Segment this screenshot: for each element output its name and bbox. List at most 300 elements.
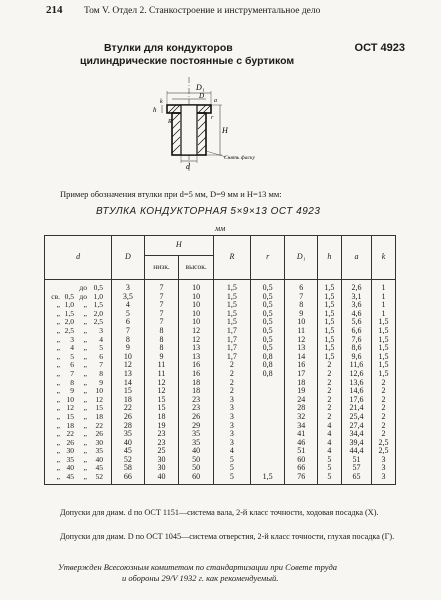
d-range-to: 1,0 (93, 291, 103, 301)
col-header-H-high: высок. (179, 256, 214, 280)
cell-h: 5 (317, 456, 341, 465)
cell-R: 1,7 (213, 344, 250, 353)
d-range-sep: „ (83, 377, 87, 387)
label-k: k (160, 99, 163, 105)
cell-r (250, 413, 285, 422)
cell-Hv: 35 (179, 439, 214, 448)
d-range-to: 8 (99, 368, 103, 378)
d-range-to: 35 (95, 446, 103, 456)
cell-h: 1,5 (317, 280, 341, 293)
cell-Hn: 7 (144, 293, 179, 302)
cell-d-range (45, 473, 112, 484)
cell-Hv: 26 (179, 413, 214, 422)
d-range-to: 0,5 (93, 283, 103, 292)
cell-h: 4 (317, 447, 341, 456)
cell-Hv: 10 (179, 301, 214, 310)
cell-Hv: 23 (179, 404, 214, 413)
cell-Hn: 18 (144, 413, 179, 422)
cell-D: 4 (112, 301, 145, 310)
standard-number: ОСТ 4923 (354, 42, 405, 54)
d-range-to: 40 (95, 454, 103, 464)
cell-Hv: 18 (179, 379, 214, 388)
d-range-from: 5 (70, 351, 74, 361)
cell-R: 3 (213, 439, 250, 448)
d-range-to: 7 (99, 360, 103, 370)
cell-Hn: 11 (144, 370, 179, 379)
cell-a: 8,6 (341, 344, 371, 353)
cell-Hn: 7 (144, 310, 179, 319)
cell-D: 10 (112, 353, 145, 362)
unit-label: мм (215, 224, 226, 233)
cell-k: 2,5 (372, 439, 396, 448)
cell-r (250, 387, 285, 396)
cell-h: 2 (317, 396, 341, 405)
d-range-sep: „ (83, 394, 87, 404)
cell-r: 0,5 (250, 344, 285, 353)
cell-Hv: 40 (179, 447, 214, 456)
cell-D: 12 (112, 361, 145, 370)
cell-R: 4 (213, 447, 250, 456)
cell-k: 1,5 (372, 327, 396, 336)
cell-r (250, 456, 285, 465)
table-row (45, 353, 396, 362)
d-range-sv: „ (56, 437, 60, 447)
cell-D: 7 (112, 327, 145, 336)
cell-R: 3 (213, 396, 250, 405)
table-row (45, 327, 396, 336)
cell-Hv: 50 (179, 456, 214, 465)
cell-Hv: 10 (179, 318, 214, 327)
d-range-sep: „ (83, 343, 87, 353)
cell-Hv: 12 (179, 327, 214, 336)
cell-h: 1,5 (317, 336, 341, 345)
d-range-from: 30 (66, 446, 74, 456)
d-range-sv: „ (56, 472, 60, 482)
d-range-sv: „ (56, 317, 60, 327)
cell-D1: 10 (285, 318, 318, 327)
cell-Hn: 30 (144, 456, 179, 465)
cell-a: 3,6 (341, 301, 371, 310)
cell-D1: 32 (285, 413, 318, 422)
d-range-from: 1,0 (64, 300, 74, 310)
d-range-to: 5 (99, 343, 103, 353)
cell-k: 2 (372, 404, 396, 413)
cell-D: 3 (112, 280, 145, 293)
approval-line-1: Утвержден Всесоюзным комитетом по стандартизации при Совете труда (58, 562, 338, 572)
cell-R: 3 (213, 404, 250, 413)
table-row (45, 280, 396, 293)
cell-k: 1,5 (372, 353, 396, 362)
cell-D1: 60 (285, 456, 318, 465)
cell-k: 2 (372, 379, 396, 388)
d-range-to: 26 (95, 429, 103, 439)
cell-a: 27,4 (341, 422, 371, 431)
d-range-sv: „ (56, 446, 60, 456)
cell-Hn: 15 (144, 404, 179, 413)
d-range-sv: „ (56, 368, 60, 378)
d-range-sv: „ (56, 308, 60, 318)
cell-Hn: 23 (144, 430, 179, 439)
cell-a: 9,6 (341, 353, 371, 362)
cell-h: 2 (317, 370, 341, 379)
cell-h: 1,5 (317, 318, 341, 327)
cell-Hn: 7 (144, 318, 179, 327)
cell-h: 1,5 (317, 293, 341, 302)
cell-D: 13 (112, 370, 145, 379)
cell-h: 1,5 (317, 327, 341, 336)
d-range-to: 9 (99, 377, 103, 387)
d-range-sv: „ (56, 386, 60, 396)
cell-r (250, 447, 285, 456)
label-D1: D₁ (196, 83, 205, 92)
d-range-sv: „ (56, 429, 60, 439)
cell-D: 6 (112, 318, 145, 327)
d-range-sep: „ (83, 351, 87, 361)
d-range-sep: „ (83, 300, 87, 310)
cell-Hn: 11 (144, 361, 179, 370)
cell-a: 44,4 (341, 447, 371, 456)
d-range-sep: „ (83, 437, 87, 447)
cell-a: 57 (341, 464, 371, 473)
label-R: R (168, 119, 172, 125)
d-range-sv: „ (56, 334, 60, 344)
table-row (45, 318, 396, 327)
label-r: r (211, 115, 214, 121)
d-range-from: 0,5 (64, 291, 74, 301)
cell-Hv: 12 (179, 336, 214, 345)
cell-D1: 11 (285, 327, 318, 336)
d-range-from: 6 (70, 360, 74, 370)
cell-k: 1 (372, 310, 396, 319)
cell-Hv: 13 (179, 344, 214, 353)
cell-D1: 8 (285, 301, 318, 310)
label-h: h (153, 106, 157, 114)
label-H: H (222, 126, 228, 135)
note-2: Допуски для диам. D по ОСТ 1045—система отверстия, 2-й класс точности, глухая посадка (Г). (60, 532, 395, 541)
cell-k: 1,5 (372, 344, 396, 353)
cell-r: 1,5 (250, 473, 285, 484)
d-range-sv: „ (56, 325, 60, 335)
cell-k: 1,5 (372, 361, 396, 370)
d-range-sep: „ (83, 386, 87, 396)
cell-r: 0,5 (250, 327, 285, 336)
col-header-R: R (213, 236, 250, 280)
cell-h: 1,5 (317, 353, 341, 362)
d-range-sep: до (79, 291, 87, 301)
d-range-from: 26 (66, 437, 74, 447)
d-range-to: 1,5 (93, 300, 103, 310)
cell-R: 2 (213, 379, 250, 388)
d-range-sv: „ (56, 403, 60, 413)
d-range-from: 7 (70, 368, 74, 378)
cell-Hn: 9 (144, 353, 179, 362)
d-range-to: 52 (95, 472, 103, 482)
cell-D: 14 (112, 379, 145, 388)
cell-D1: 14 (285, 353, 318, 362)
cell-h: 5 (317, 473, 341, 484)
cell-R: 3 (213, 430, 250, 439)
d-range-to: 30 (95, 437, 103, 447)
cell-h: 4 (317, 422, 341, 431)
cell-Hv: 10 (179, 293, 214, 302)
cell-R: 1,7 (213, 353, 250, 362)
cell-Hn: 7 (144, 301, 179, 310)
cell-h: 2 (317, 404, 341, 413)
d-range-from: 2,0 (64, 317, 74, 327)
cell-Hv: 18 (179, 387, 214, 396)
d-range-sv: „ (56, 411, 60, 421)
cell-Hv: 10 (179, 310, 214, 319)
example-designation: ВТУЛКА КОНДУКТОРНАЯ 5×9×13 ОСТ 4923 (96, 206, 321, 217)
cell-k: 1,5 (372, 318, 396, 327)
cell-k: 2 (372, 430, 396, 439)
cell-k: 2 (372, 387, 396, 396)
cell-R: 1,5 (213, 301, 250, 310)
d-range-to: 6 (99, 351, 103, 361)
cell-Hv: 50 (179, 464, 214, 473)
d-range-sep: „ (83, 446, 87, 456)
cell-a: 5,6 (341, 318, 371, 327)
bushing-drawing (150, 75, 290, 175)
cell-h: 1,5 (317, 344, 341, 353)
cell-r (250, 430, 285, 439)
cell-Hn: 23 (144, 439, 179, 448)
cell-D: 22 (112, 404, 145, 413)
cell-D: 26 (112, 413, 145, 422)
cell-D1: 12 (285, 336, 318, 345)
cell-D: 18 (112, 396, 145, 405)
cell-Hn: 25 (144, 447, 179, 456)
d-range-sep: „ (83, 420, 87, 430)
cell-D: 15 (112, 387, 145, 396)
table-row (45, 344, 396, 353)
cell-k: 3 (372, 473, 396, 484)
cell-a: 13,6 (341, 379, 371, 388)
col-header-d: d (45, 236, 112, 280)
d-range-from: 10 (66, 394, 74, 404)
cell-k: 2,5 (372, 447, 396, 456)
cell-R: 1,7 (213, 336, 250, 345)
cell-r (250, 422, 285, 431)
cell-R: 5 (213, 456, 250, 465)
d-range-sv: св. (51, 291, 60, 301)
col-header-r: r (250, 236, 285, 280)
cell-R: 1,5 (213, 310, 250, 319)
d-range-to: 22 (95, 420, 103, 430)
cell-R: 5 (213, 464, 250, 473)
cell-r: 0,5 (250, 293, 285, 302)
chamfer-note: Снять фаску (224, 155, 255, 161)
cell-d-range (45, 280, 112, 293)
cell-Hv: 23 (179, 396, 214, 405)
cell-Hn: 8 (144, 327, 179, 336)
cell-k: 1,5 (372, 336, 396, 345)
d-range-sep: „ (83, 403, 87, 413)
cell-D1: 9 (285, 310, 318, 319)
cell-Hv: 16 (179, 361, 214, 370)
cell-k: 2 (372, 422, 396, 431)
cell-R: 2 (213, 387, 250, 396)
cell-k: 1 (372, 301, 396, 310)
d-range-sv: „ (56, 377, 60, 387)
cell-Hn: 30 (144, 464, 179, 473)
cell-h: 2 (317, 387, 341, 396)
d-range-to: 12 (95, 394, 103, 404)
cell-D1: 13 (285, 344, 318, 353)
cell-D1: 51 (285, 447, 318, 456)
d-range-to: 18 (95, 411, 103, 421)
cell-D: 9 (112, 344, 145, 353)
d-range-sep: „ (83, 472, 87, 482)
d-range-from: 15 (66, 411, 74, 421)
cell-a: 34,4 (341, 430, 371, 439)
cell-D1: 7 (285, 293, 318, 302)
cell-r: 0,5 (250, 318, 285, 327)
d-range-from: 3 (70, 334, 74, 344)
cell-Hv: 60 (179, 473, 214, 484)
col-header-D: D (112, 236, 145, 280)
cell-Hn: 12 (144, 379, 179, 388)
cell-a: 6,6 (341, 327, 371, 336)
cell-k: 2 (372, 413, 396, 422)
cell-D1: 46 (285, 439, 318, 448)
d-range-to: 3 (99, 325, 103, 335)
cell-r (250, 396, 285, 405)
cell-D1: 66 (285, 464, 318, 473)
cell-Hn: 19 (144, 422, 179, 431)
cell-k: 2 (372, 396, 396, 405)
label-a: a (214, 98, 217, 104)
cell-Hv: 16 (179, 370, 214, 379)
running-head: Том V. Отдел 2. Станкостроение и инструментальное дело (84, 6, 321, 16)
d-range-sep: „ (83, 308, 87, 318)
d-range-from: 40 (66, 463, 74, 473)
title-line-1: Втулки для кондукторов (104, 42, 233, 54)
d-range-sv: „ (56, 394, 60, 404)
cell-h: 2 (317, 413, 341, 422)
cell-k: 1,5 (372, 370, 396, 379)
cell-D1: 24 (285, 396, 318, 405)
cell-h: 1,5 (317, 310, 341, 319)
d-range-from: 8 (70, 377, 74, 387)
cell-D1: 41 (285, 430, 318, 439)
cell-D1: 76 (285, 473, 318, 484)
cell-a: 25,4 (341, 413, 371, 422)
cell-Hv: 13 (179, 353, 214, 362)
col-header-k: k (372, 236, 396, 280)
d-range-from: 12 (66, 403, 74, 413)
cell-Hn: 12 (144, 387, 179, 396)
title-line-2: цилиндрические постоянные с буртиком (80, 55, 295, 67)
d-range-sv: „ (56, 300, 60, 310)
cell-R: 5 (213, 473, 250, 484)
cell-D: 66 (112, 473, 145, 484)
cell-a: 14,6 (341, 387, 371, 396)
d-range-sv: „ (56, 343, 60, 353)
spec-table (44, 235, 396, 485)
label-d: d (186, 162, 190, 171)
cell-a: 51 (341, 456, 371, 465)
cell-D: 3,5 (112, 293, 145, 302)
cell-D: 35 (112, 430, 145, 439)
d-range-to: 2,5 (93, 317, 103, 327)
note-1: Допуски для диам. d по ОСТ 1151—система вала, 2-й класс точности, ходовая посадка (Х). (60, 508, 379, 517)
cell-k: 3 (372, 464, 396, 473)
d-range-to: 4 (99, 334, 103, 344)
cell-r (250, 439, 285, 448)
table-row (45, 370, 396, 379)
col-header-a: a (341, 236, 371, 280)
cell-r: 0,5 (250, 336, 285, 345)
cell-a: 12,6 (341, 370, 371, 379)
cell-Hn: 40 (144, 473, 179, 484)
d-range-from: 9 (70, 386, 74, 396)
d-range-sv: „ (56, 454, 60, 464)
d-range-sv: „ (56, 360, 60, 370)
col-header-D1: D₁ (285, 236, 318, 280)
approval-line-2: и обороны 29/V 1932 г. как рекомендуемый. (122, 573, 279, 583)
cell-a: 7,6 (341, 336, 371, 345)
d-range-from: 35 (66, 454, 74, 464)
cell-Hv: 35 (179, 430, 214, 439)
page-number: 214 (46, 4, 63, 16)
cell-Hn: 8 (144, 336, 179, 345)
cell-D1: 16 (285, 361, 318, 370)
table-row (45, 473, 396, 484)
d-range-from: 22 (66, 429, 74, 439)
cell-h: 1,5 (317, 301, 341, 310)
cell-R: 3 (213, 413, 250, 422)
cell-h: 5 (317, 464, 341, 473)
cell-D1: 19 (285, 387, 318, 396)
cell-D: 28 (112, 422, 145, 431)
cell-a: 39,4 (341, 439, 371, 448)
cell-r: 0,5 (250, 310, 285, 319)
cell-a: 11,6 (341, 361, 371, 370)
cell-h: 4 (317, 430, 341, 439)
cell-r: 0,8 (250, 353, 285, 362)
cell-R: 3 (213, 422, 250, 431)
d-range-sep: „ (83, 368, 87, 378)
cell-R: 1,5 (213, 293, 250, 302)
d-range-to: 10 (95, 386, 103, 396)
d-range-to: 2,0 (93, 308, 103, 318)
cell-r: 0,5 (250, 280, 285, 293)
d-range-sep: „ (83, 411, 87, 421)
cell-r: 0,5 (250, 301, 285, 310)
d-range-sep: „ (83, 360, 87, 370)
cell-D1: 34 (285, 422, 318, 431)
d-range-sep: до (79, 283, 87, 292)
cell-Hv: 10 (179, 280, 214, 293)
cell-k: 1 (372, 293, 396, 302)
col-header-H-low: низк. (144, 256, 179, 280)
d-range-to: 45 (95, 463, 103, 473)
cell-a: 2,6 (341, 280, 371, 293)
cell-D: 8 (112, 336, 145, 345)
cell-D: 52 (112, 456, 145, 465)
d-range-sv: „ (56, 420, 60, 430)
cell-a: 4,6 (341, 310, 371, 319)
cell-D: 45 (112, 447, 145, 456)
d-range-sv: „ (56, 351, 60, 361)
d-range-to: 15 (95, 403, 103, 413)
d-range-sep: „ (83, 317, 87, 327)
d-range-sep: „ (83, 334, 87, 344)
cell-a: 21,4 (341, 404, 371, 413)
d-range-from: 18 (66, 420, 74, 430)
cell-D1: 28 (285, 404, 318, 413)
